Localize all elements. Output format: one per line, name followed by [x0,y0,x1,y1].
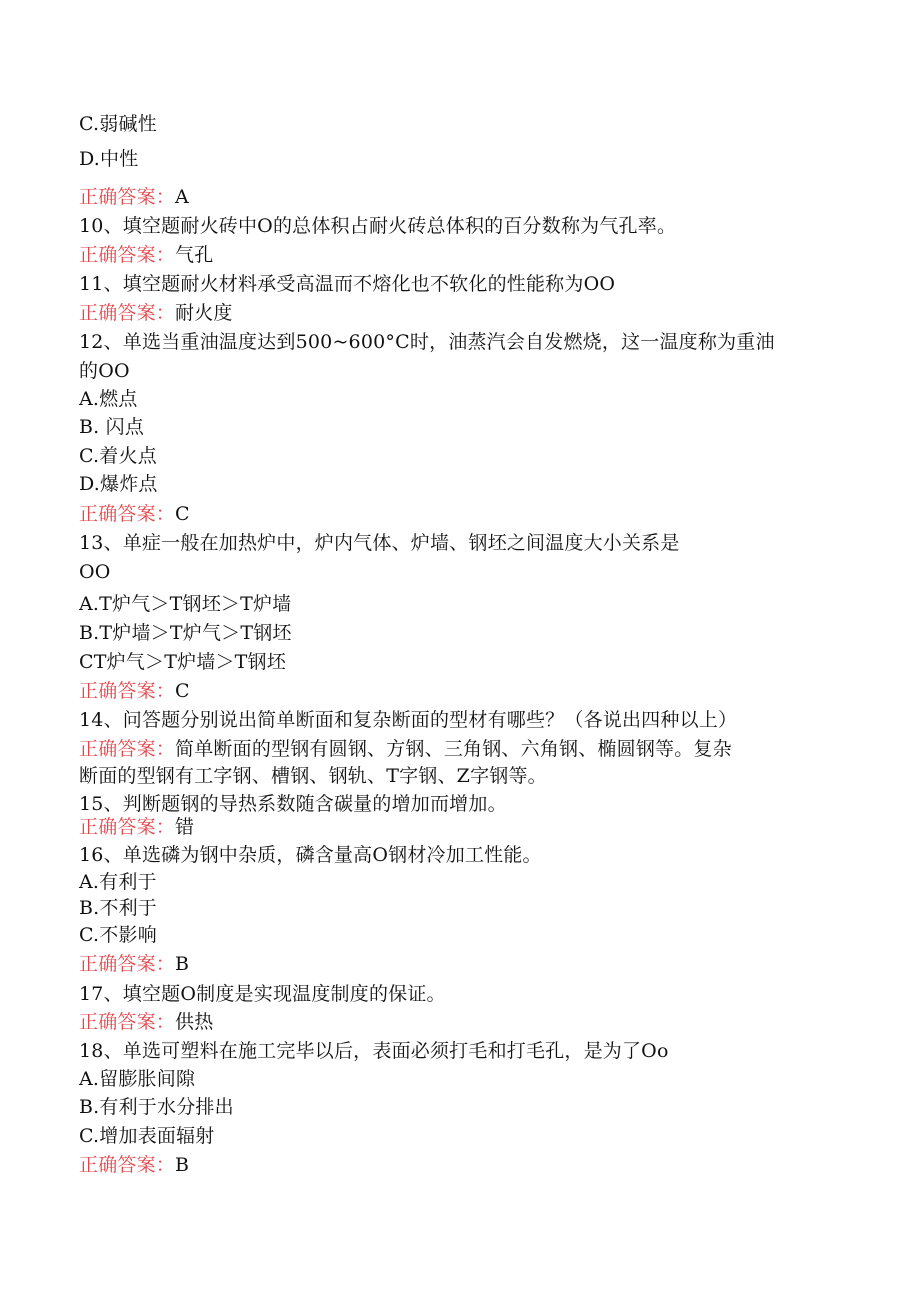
answer-label: 正确答案： [79,680,176,702]
answer-label: 正确答案： [79,738,176,760]
answer-line [79,184,189,210]
answer-line [79,736,732,762]
answer-value: C [175,680,190,702]
text-line: OO [79,561,111,583]
text-line: 断面的型钢有工字钢、槽钢、钢轨、T字钢、Z字钢等。 [79,765,547,787]
text-line: A.T炉气＞T钢坯＞T炉墙 [79,593,292,615]
text-line: 15、判断题钢的导热系数随含碳量的增加而增加。 [79,793,507,815]
text-line: A.有利于 [79,871,157,893]
answer-label: 正确答案： [79,816,176,838]
text-line: 17、填空题O制度是实现温度制度的保证。 [79,983,446,1005]
text-line: C.增加表面辐射 [79,1125,215,1147]
answer-label: 正确答案： [79,503,176,525]
answer-line [79,300,233,326]
text-line: C.着火点 [79,445,157,467]
text-line: 13、单症一般在加热炉中，炉内气体、炉墙、钢坯之间温度大小关系是 [79,532,680,554]
answer-value: 耐火度 [175,302,233,324]
text-line: A.留膨胀间隙 [79,1068,196,1090]
answer-value: B [175,953,190,975]
answer-label: 正确答案： [79,186,176,208]
answer-value: C [175,503,190,525]
text-line: 10、填空题耐火砖中O的总体积占耐火砖总体积的百分数称为气孔率。 [79,215,677,237]
answer-line [79,242,213,268]
answer-value: B [175,1154,190,1176]
text-line: B.有利于水分排出 [79,1096,234,1118]
text-line: CT炉气＞T炉墙＞T钢坯 [79,651,286,673]
answer-label: 正确答案： [79,1154,176,1176]
answer-value: 简单断面的型钢有圆钢、方钢、三角钢、六角钢、椭圆钢等。复杂 [175,738,732,760]
text-line: C.弱碱性 [79,113,157,135]
answer-value: 气孔 [175,244,214,266]
answer-value: 供热 [175,1011,214,1033]
answer-label: 正确答案： [79,1011,176,1033]
answer-line [79,1152,189,1178]
answer-line [79,951,189,977]
text-line: B. 闪点 [79,416,145,438]
text-line: 14、问答题分别说出简单断面和复杂断面的型材有哪些？（各说出四种以上） [79,709,738,731]
text-line: D.爆炸点 [79,473,158,495]
text-line: 11、填空题耐火材料承受高温而不熔化也不软化的性能称为OO [79,273,616,295]
answer-value: A [175,186,189,208]
answer-line [79,1009,213,1035]
text-line: 18、单选可塑料在施工完毕以后，表面必须打毛和打毛孔，是为了Oo [79,1040,669,1062]
text-line: C.不影响 [79,924,157,946]
text-line: A.燃点 [79,388,138,410]
text-line: D.中性 [79,148,139,170]
answer-label: 正确答案： [79,244,176,266]
text-line: 的OO [79,360,130,382]
text-line: 16、单选磷为钢中杂质，磷含量高O钢材冷加工性能。 [79,844,542,866]
answer-line [79,678,190,704]
answer-line [79,814,194,840]
text-line: B.T炉墙＞T炉气＞T钢坯 [79,622,292,644]
answer-label: 正确答案： [79,302,176,324]
answer-value: 错 [175,816,195,838]
answer-line [79,501,190,527]
answer-label: 正确答案： [79,953,176,975]
text-line: B.不利于 [79,897,158,919]
text-line: 12、单选当重油温度达到500~600°C时，油蒸汽会自发燃烧，这一温度称为重油 [79,331,775,353]
